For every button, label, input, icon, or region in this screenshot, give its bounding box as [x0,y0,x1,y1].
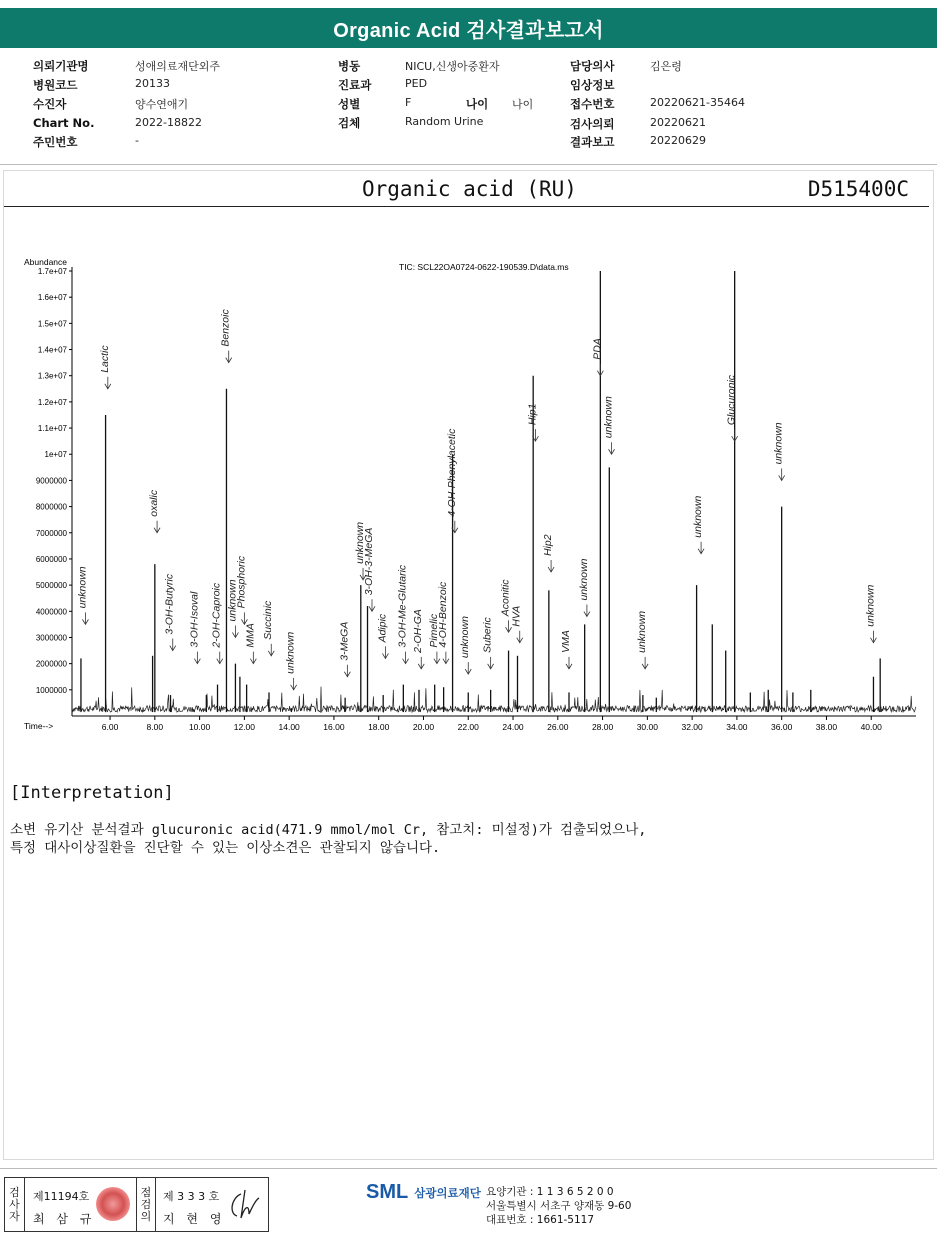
peak-annotation-label: Glucuronic [725,374,738,426]
peak-annotation-label: unknown [602,396,615,439]
peak-annotation [76,566,88,624]
clinical-label: 임상정보 [570,78,615,92]
x-tick-label: 6.00 [101,722,119,732]
report-title: Organic Acid 검사결과보고서 [0,8,937,48]
peak-annotation [164,573,176,650]
peak-annotation-label: PDA [591,338,604,360]
y-tick-label: 9000000 [35,476,67,486]
peak-annotation-label: 4-OH-Phenylacetic [445,428,458,517]
peak-annotation [482,617,494,669]
request-label: 검사의뢰 [570,117,615,131]
x-tick-label: 20.00 [412,722,435,732]
seal-stamp [96,1187,130,1221]
y-tick-label: 1.5e+07 [37,319,67,329]
reviewer-label: 점 검 의 [136,1178,156,1231]
peak-annotation [262,600,274,656]
x-tick-label: 8.00 [146,722,164,732]
peak-annotation-label: unknown [226,579,239,622]
logo-corp: 삼광의료재단 [414,1185,481,1200]
resident-no-value: - [135,134,139,147]
x-tick-label: 22.00 [457,722,479,732]
peak-annotation-label: Succinic [262,600,275,640]
peak-annotation [99,345,111,389]
y-tick-label: 5000000 [35,581,67,591]
peak-annotation [459,616,471,674]
peak-annotation-label: unknown [692,495,705,538]
institution-value: 성애의료재단외주 [135,60,221,73]
report-date-value: 20220629 [650,134,706,147]
peak-annotation-label: Phosphoric [235,555,248,609]
x-tick-label: 18.00 [368,722,390,732]
examiner-label: 검 사 자 [5,1178,25,1231]
peak-annotation-label: oxalic [148,489,161,517]
resident-no-label: 주민번호 [33,135,78,149]
y-tick-label: 8000000 [35,502,67,512]
x-tick-label: 32.00 [681,722,703,732]
x-tick-label: 40.00 [860,722,882,732]
peak-annotation [511,606,523,643]
peak-annotation-label: 3-MeGA [338,621,351,661]
x-tick-label: 12.00 [233,722,256,732]
peak-annotation-label: unknown [76,566,89,609]
peak-annotation [591,338,603,376]
ward-value: NICU,신생아중환자 [405,60,500,73]
peak-annotation-label: Benzoic [219,309,232,347]
org-number: 요양기관 : 1 1 3 6 5 2 0 0 [486,1186,614,1198]
peak-annotation [692,496,704,554]
peak-annotation-label: unknown [459,616,472,659]
hospital-code-label: 병원코드 [33,78,78,92]
y-tick-label: 3000000 [35,633,67,643]
y-tick-label: 1000000 [35,685,67,695]
peak-annotation [437,581,449,664]
peak-annotation [363,528,375,612]
interpretation-text: 소변 유기산 분석결과 glucuronic acid(471.9 mmol/mol Cr, 참고치: 미설정)가 검출되었으나, 특정 대사이상질환을 진단할 수 있는 이상소견은 관찰되지 않습니다. [10,822,647,856]
y-tick-label: 1.2e+07 [37,397,67,407]
y-tick-label: 2000000 [35,659,67,669]
hospital-code-value: 20133 [135,77,170,90]
peak-annotation-label: 3-OH-Butyric [163,573,176,635]
doctor-label: 담당의사 [570,59,615,73]
request-value: 20220621 [650,116,706,129]
receipt-value: 20220621-35464 [650,96,745,109]
sml-logo [366,1181,481,1204]
institution-label: 의뢰기관명 [33,59,89,73]
peak-annotation-label: Pimelic [427,613,440,648]
peak-annotation [726,374,738,441]
peak-annotation-label: unknown [577,558,590,601]
sex-label: 성별 [338,97,361,111]
examiner-license: 제11194호 [33,1190,90,1203]
receipt-label: 접수번호 [570,97,615,111]
peak-annotation-label: MMA [244,623,257,648]
y-tick-label: 1.4e+07 [37,345,67,355]
signature-scribble [227,1188,267,1224]
y-tick-label: 4000000 [35,607,67,617]
chromatogram-chart [4,251,929,751]
peak-annotation-label: 2-OH-Caproic [210,582,223,648]
x-tick-label: 14.00 [278,722,300,732]
age-label: 나이 [466,97,489,111]
x-tick-label: 28.00 [591,722,614,732]
age-value: 나이 [512,98,534,111]
peak-annotation-label: Hip2 [542,534,555,557]
report-head [4,171,929,207]
peak-annotation-label: unknown [284,631,297,674]
x-tick-label: 24.00 [502,722,524,732]
y-tick-label: 6000000 [35,554,67,564]
examinee-label: 수진자 [33,97,67,111]
peak-annotation-label: 3-OH-Me-Glutaric [396,564,409,648]
peak-annotation [864,585,876,643]
peak-annotation [376,613,388,658]
peak-annotation-label: 3-OH-Isoval [188,591,201,648]
footer [0,1168,937,1240]
y-axis-label: Abundance [24,257,68,267]
interpretation-title: [Interpretation] [10,783,174,803]
tic-baseline-trace [72,687,916,713]
peak-annotation [412,609,424,669]
sex-value: F [405,96,412,109]
logo-mark: SML [366,1181,409,1203]
signature-box [4,1177,269,1232]
peak-annotation [220,309,232,363]
peak-annotation-label: HVA [510,605,523,627]
doctor-value: 김은령 [650,60,682,73]
y-tick-label: 1.1e+07 [37,424,67,434]
peak-annotation-label: unknown [772,422,785,465]
peak-annotation [542,534,554,572]
org-phone: 대표번호 : 1661-5117 [486,1214,595,1226]
ward-label: 병동 [338,59,361,73]
examiner-name: 최 삼 규 [33,1212,96,1226]
org-street: 서울특별시 서초구 양재동 9-60 [486,1200,632,1212]
peak-annotation [285,632,297,690]
peak-annotation-label: Lactic [98,345,111,373]
peak-annotation-label: 3-OH-3-MeGA [362,527,375,596]
peak-annotation-label: VMA [559,630,572,653]
peak-annotation [603,396,615,454]
peak-annotation [211,582,223,664]
peak-annotation [636,611,648,669]
chart-no-label: Chart No. [33,116,95,130]
chart-title: TIC: SCL22OA0724-0622-190539.D\data.ms [399,262,569,272]
peak-annotation [446,428,458,533]
peak-annotation-label: unknown [864,584,877,627]
peak-annotation [397,564,409,664]
specimen-label: 검체 [338,116,361,130]
peak-annotation [148,489,160,533]
x-tick-label: 34.00 [726,722,748,732]
y-tick-label: 1e+07 [44,450,67,460]
y-tick-label: 1.3e+07 [37,371,67,381]
examinee-value: 양수연애기 [135,98,189,111]
x-tick-label: 16.00 [323,722,345,732]
reviewer-license: 제 3 3 3 호 [163,1190,220,1203]
test-name: Organic acid (RU) [362,177,577,201]
peak-annotation-label: Suberic [481,617,494,653]
x-axis-label: Time--> [24,721,54,731]
peak-annotation [188,591,200,664]
chart-no-value: 2022-18822 [135,116,202,129]
peak-annotation-label: unknown [354,521,367,564]
test-code: D515400C [807,177,909,201]
peak-annotation-label: 4-OH-Benzoic [436,581,449,648]
x-tick-label: 30.00 [636,722,658,732]
peak-annotation [526,404,538,442]
peak-annotation [773,422,785,480]
y-tick-label: 1.7e+07 [37,267,67,276]
peak-annotation [338,622,350,677]
report-date-label: 결과보고 [570,135,615,149]
x-tick-label: 26.00 [547,722,569,732]
peak-annotation [500,579,512,633]
peak-annotation-label: Aconitic [499,579,512,617]
peak-annotation [244,623,256,664]
x-tick-label: 38.00 [815,722,838,732]
y-tick-label: 1.6e+07 [37,293,67,303]
reviewer-name: 지 현 영 [163,1212,226,1226]
peak-annotation-label: Adipic [376,613,389,643]
dept-label: 진료과 [338,78,372,92]
peak-annotation-label: Hip1 [526,403,539,426]
peak-annotation [560,630,572,669]
patient-info-panel [0,50,937,165]
org-address [486,1185,631,1227]
peak-annotation-label: unknown [636,610,649,653]
x-tick-label: 10.00 [188,722,211,732]
y-tick-label: 7000000 [35,528,67,538]
peak-annotation [578,558,590,616]
x-tick-label: 36.00 [771,722,793,732]
peak-annotation-label: 2-OH-GA [412,609,425,653]
specimen-value: Random Urine [405,115,484,128]
report-body [3,170,934,1160]
dept-value: PED [405,77,428,90]
